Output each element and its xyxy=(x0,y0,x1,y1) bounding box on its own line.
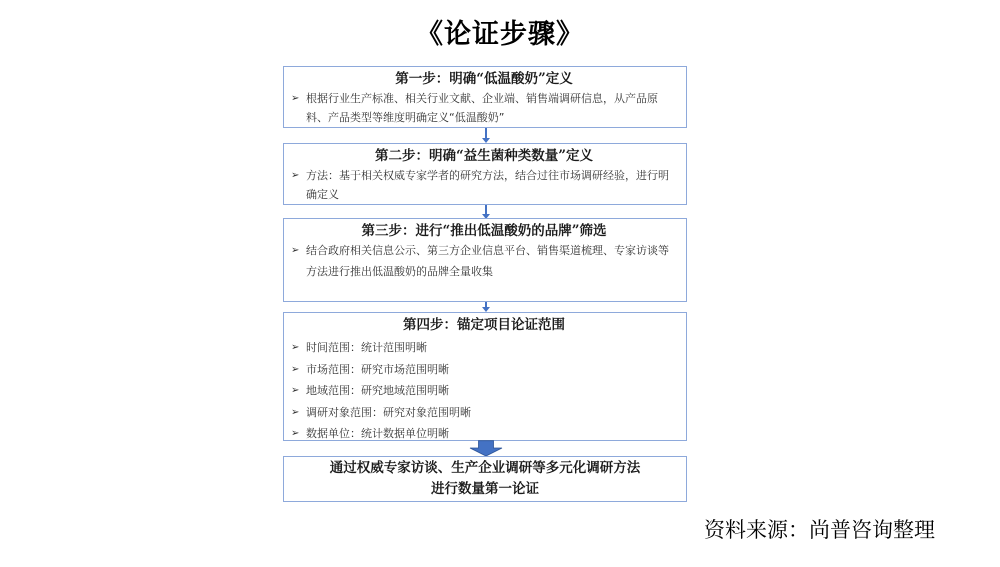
bullet-text: 调研对象范围：研究对象范围明晰 xyxy=(306,405,471,419)
bullet-arrow-icon: ➢ xyxy=(291,363,300,375)
page-title: 《论证步骤》 xyxy=(416,19,584,50)
bullet-arrow-icon: ➢ xyxy=(291,385,300,396)
connector-line-2 xyxy=(485,205,487,214)
step-1-heading: 第一步：明确“低温酸奶”定义 xyxy=(395,71,573,87)
bullet-text: 方法：基于相关权威专家学者的研究方法，结合过往市场调研经验，进行明确定义 xyxy=(306,169,669,201)
bullet-arrow-icon: ➢ xyxy=(291,428,300,439)
step-2-heading: 第二步：明确“益生菌种类数量”定义 xyxy=(374,148,594,164)
step-4-box xyxy=(283,312,687,441)
block-down-arrow-icon xyxy=(462,440,510,457)
bullet-text: 数据单位：统计数据单位明晰 xyxy=(306,427,449,440)
bullet-arrow-icon: ➢ xyxy=(291,93,300,104)
bullet-item xyxy=(291,89,677,127)
bullet-item xyxy=(291,359,677,381)
bullet-item xyxy=(291,380,677,402)
bullet-arrow-icon: ➢ xyxy=(291,342,300,353)
bullet-arrow-icon: ➢ xyxy=(291,245,300,256)
bullet-arrow-icon: ➢ xyxy=(291,406,300,418)
connector-line-1 xyxy=(485,128,487,138)
conclusion-line-2: 进行数量第一论证 xyxy=(431,481,539,497)
step-3-box xyxy=(283,218,687,302)
step-3-heading: 第三步：进行“推出低温酸奶的品牌”筛选 xyxy=(361,223,607,239)
down-arrow-icon xyxy=(482,307,490,312)
conclusion-line-1: 通过权威专家访谈、生产企业调研等多元化调研方法 xyxy=(329,460,641,476)
bullet-text: 地域范围：研究地域范围明晰 xyxy=(306,384,449,397)
bullet-text: 结合政府相关信息公示、第三方企业信息平台、销售渠道梳理、专家访谈等方法进行推出低温酸奶的品牌全量收集 xyxy=(306,244,669,278)
bullet-text: 市场范围：研究市场范围明晰 xyxy=(306,362,449,376)
bullet-arrow-icon: ➢ xyxy=(291,170,300,181)
step-1-box xyxy=(283,66,687,128)
bullet-text: 时间范围：统计范围明晰 xyxy=(306,341,427,354)
bullet-item xyxy=(291,241,677,282)
step-4-heading: 第四步：锚定项目论证范围 xyxy=(403,317,565,333)
step-2-box xyxy=(283,143,687,205)
conclusion-box xyxy=(283,456,687,502)
bullet-item xyxy=(291,166,677,204)
bullet-text: 根据行业生产标准、相关行业文献、企业端、销售端调研信息，从产品原料、产品类型等维度明确定义“低温酸奶” xyxy=(306,92,658,124)
bullet-item xyxy=(291,337,677,359)
source-note: 资料来源：尚普咨询整理 xyxy=(704,518,935,542)
bullet-item xyxy=(291,402,677,424)
